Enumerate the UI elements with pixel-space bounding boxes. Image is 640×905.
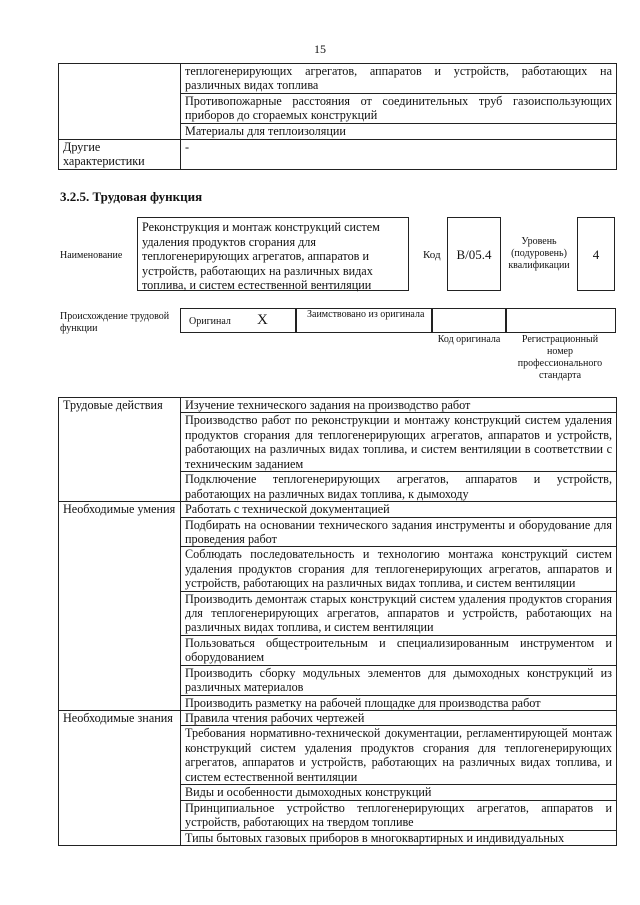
table-item: Изучение технического задания на производство работ [181,398,617,413]
top-row-label [59,64,181,140]
table-item: Соблюдать последовательность и технологию монтажа конструкций систем удаления продуктов сгорания для теплогенерирующих агрегатов, аппаратов и устройств, работающих на различных видах топлива, и систем вентиляции [181,547,617,591]
other-characteristics-value: - [181,140,617,170]
top-row-item: теплогенерирующих агрегатов, аппаратов и устройств, работающих на различных видах топлива [181,64,617,94]
origin-label: Происхождение трудовой функции [60,311,170,334]
table-item: Производить сборку модульных элементов для дымоходных конструкций из различных материалов [181,665,617,695]
original-label: Оригинал [189,316,231,327]
code-label: Код [423,249,441,261]
table-item: Типы бытовых газовых приборов в многоквартирных и индивидуальных [181,830,617,845]
top-row-item: Материалы для теплоизоляции [181,124,617,140]
required-skills-label: Необходимые умения [59,502,181,711]
original-mark: X [257,312,268,328]
table-item: Принципиальное устройство теплогенерирующих агрегатов, аппаратов и устройств, работающих на твердом топливе [181,800,617,830]
name-label: Наименование [60,250,123,261]
borrowed-cell [296,308,432,333]
table-item: Производство работ по реконструкции и монтажу конструкций систем удаления продуктов сгорания для теплогенерирующих агрегатов, аппаратов и устройств, работающих на различных видах топлива, и систем вентиляции в соответствии с техническим заданием [181,413,617,472]
table-item: Правила чтения рабочих чертежей [181,710,617,725]
section-heading: 3.2.5. Трудовая функция [60,189,203,204]
labor-function-table [58,397,617,846]
table-item: Производить разметку на рабочей площадке для производства работ [181,695,617,710]
code-original-cell [432,308,506,333]
other-characteristics-label: Другие характеристики [59,140,181,170]
top-row-item: Противопожарные расстояния от соединительных труб газоиспользующих приборов до сгораемых конструкций [181,94,617,124]
original-cell [180,308,296,333]
function-name-box: Реконструкция и монтаж конструкций систем удаления продуктов сгорания для теплогенерирующих агрегатов, аппаратов и устройств, работающих на различных видах топлива, и систем естественной вентиляции [137,217,409,291]
table-item: Виды и особенности дымоходных конструкций [181,785,617,800]
top-characteristics-table [58,63,617,170]
borrowed-label: Заимствовано из оригинала [307,309,425,320]
level-label: Уровень (подуровень) квалификации [508,236,570,271]
page-number: 15 [314,42,326,56]
table-item: Работать с технической документацией [181,502,617,517]
table-item: Пользоваться общестроительным и специализированным инструментом и оборудованием [181,635,617,665]
table-item: Требования нормативно-технической документации, регламентирующей монтаж конструкций систем удаления продуктов сгорания для теплогенерирующих агрегатов, аппаратов и устройств, работающих на различных видах топлива, и систем естественной вентиляции [181,726,617,785]
table-item: Подключение теплогенерирующих агрегатов, аппаратов и устройств, работающих на различных видах топлива, к дымоходу [181,472,617,502]
required-knowledge-label: Необходимые знания [59,710,181,845]
function-code-box: B/05.4 [447,217,501,291]
table-item: Подбирать на основании технического задания инструменты и оборудование для проведения работ [181,517,617,547]
level-value-box: 4 [577,217,615,291]
code-original-label: Код оригинала [437,334,501,345]
labor-actions-label: Трудовые действия [59,398,181,502]
reg-number-label: Регистрационный номер профессионального стандарта [517,334,603,381]
table-item: Производить демонтаж старых конструкций систем удаления продуктов сгорания для теплогенерирующих агрегатов, аппаратов и устройств, работающих на различных видах топлива, и систем вентиляции [181,591,617,635]
reg-number-cell [506,308,616,333]
